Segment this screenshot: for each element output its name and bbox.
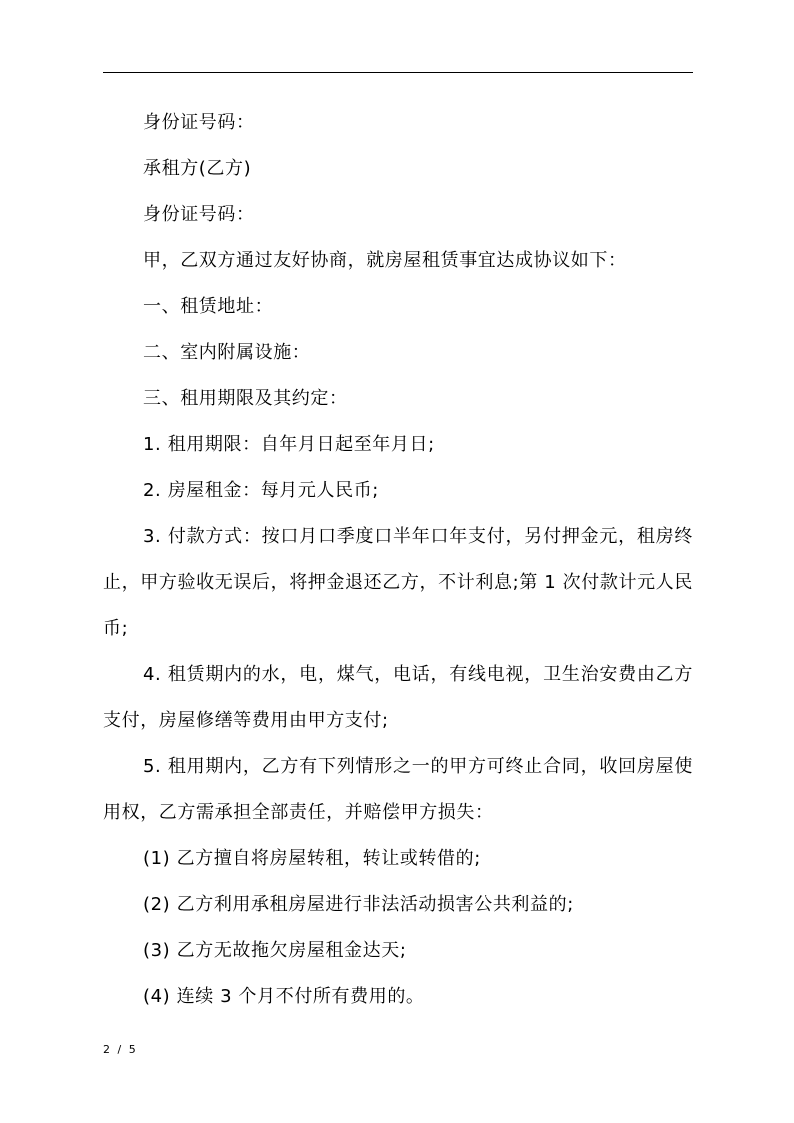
termination-item-2: (2) 乙方利用承租房屋进行非法活动损害公共利益的; — [143, 894, 574, 915]
section-lease-address: 一、租赁地址： — [143, 296, 274, 317]
clause-utilities: 4. 租赁期内的水，电，煤气，电话，有线电视，卫生治安费由乙方支付，房屋修缮等费用由甲方支付; — [103, 664, 693, 731]
clause-rent: 2. 房屋租金：每月元人民币; — [143, 480, 379, 501]
clause-payment-method: 3. 付款方式：按口月口季度口半年口年支付，另付押金元，租房终止，甲方验收无误后，将押金退还乙方，不计利息;第 1 次付款计元人民币; — [103, 526, 693, 639]
header-rule — [103, 72, 693, 73]
clause-termination: 5. 租用期内，乙方有下列情形之一的甲方可终止合同，收回房屋使用权，乙方需承担全部责任，并赔偿甲方损失： — [103, 756, 693, 823]
page-number: 2 / 5 — [103, 1043, 138, 1056]
termination-item-4: (4) 连续 3 个月不付所有费用的。 — [143, 986, 425, 1007]
section-facilities: 二、室内附属设施： — [143, 342, 311, 363]
termination-item-1: (1) 乙方擅自将房屋转租，转让或转借的; — [143, 848, 481, 869]
section-lease-term-heading: 三、租用期限及其约定： — [143, 388, 348, 409]
tenant-id-number-line-2: 身份证号码： — [143, 204, 255, 225]
tenant-id-number-line-1: 身份证号码： — [143, 112, 255, 133]
document-body — [103, 100, 693, 1020]
clause-lease-period: 1. 租用期限：自年月日起至年月日; — [143, 434, 435, 455]
agreement-intro: 甲，乙双方通过友好协商，就房屋租赁事宜达成协议如下： — [143, 250, 627, 271]
termination-item-3: (3) 乙方无故拖欠房屋租金达天; — [143, 940, 407, 961]
tenant-party-b-label: 承租方(乙方) — [143, 158, 252, 179]
